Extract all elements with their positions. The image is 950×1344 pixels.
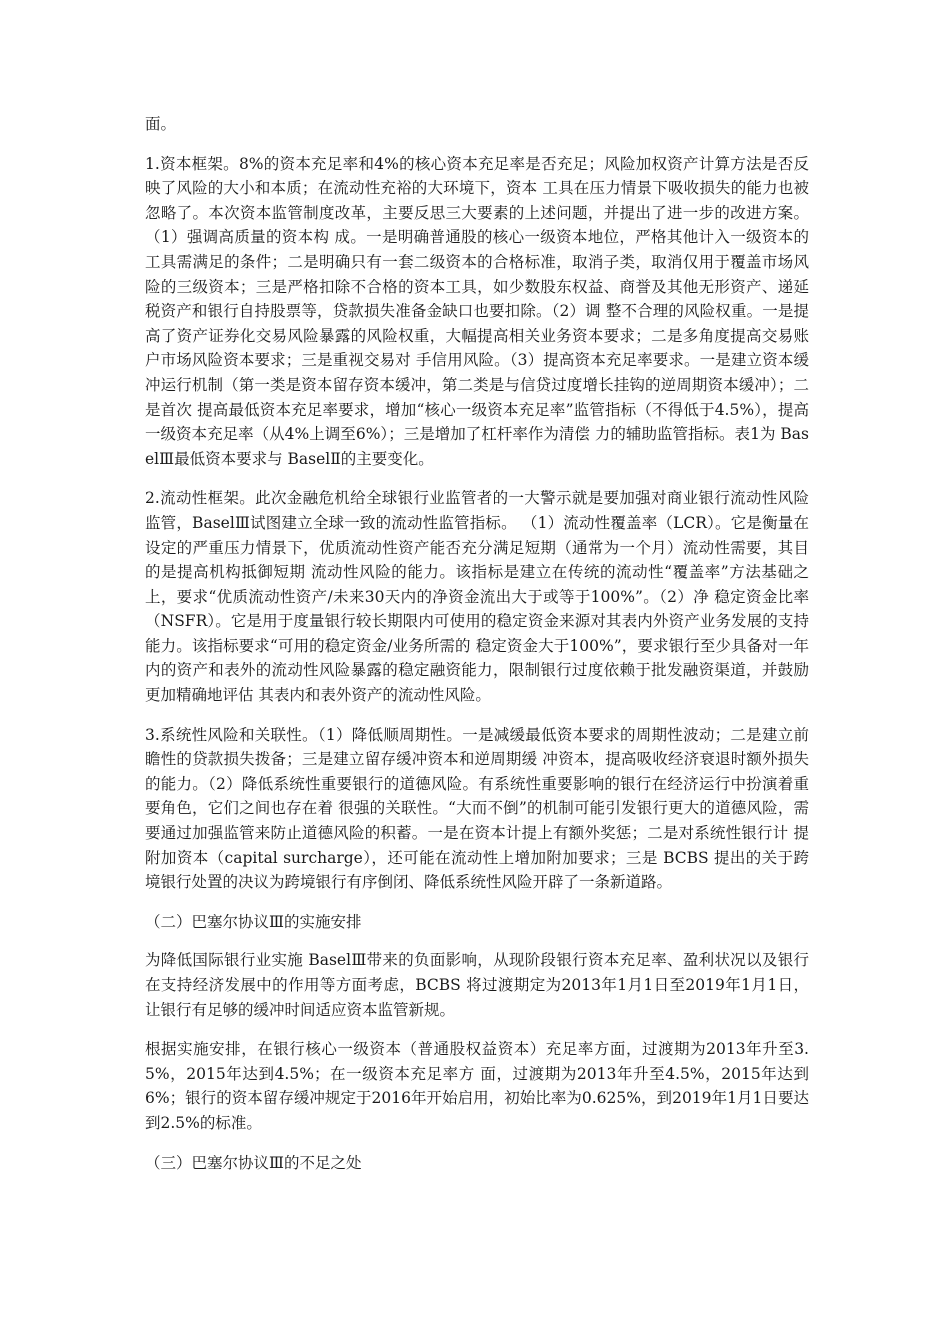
paragraph-transition-period: 为降低国际银行业实施 BaselⅢ带来的负面影响，从现阶段银行资本充足率、盈利状况以及银行在支持经济发展中的作用等方面考虑，BCBS 将过渡期定为2013年1月1日至2019年1月1日，让银行有足够的缓冲时间适应资本监管新规。 (145, 951, 809, 1019)
paragraph-continuation: 面。 (145, 115, 177, 133)
paragraph-implementation-schedule: 根据实施安排，在银行核心一级资本（普通股权益资本）充足率方面，过渡期为2013年升至3.5%，2015年达到4.5%；在一级资本充足率方 面，过渡期为2013年升至4.5%，2015年达到6%；银行的资本留存缓冲规定于2016年开始启用，初始比率为0.625%，到2019年1月1日要达到2.5%的标准。 (145, 1040, 809, 1132)
paragraph-liquidity-framework: 2.流动性框架。此次金融危机给全球银行业监管者的一大警示就是要加强对商业银行流动性风险监管，BaselⅢ试图建立全球一致的流动性监管指标。 （1）流动性覆盖率（LCR）。它是衡量在设定的严重压力情景下，优质流动性资产能否充分满足短期（通常为一个月）流动性需要，其目的是提高机构抵御短期 流动性风险的能力。该指标是建立在传统的流动性“覆盖率”方法基础之上，要求“优质流动性资产/未来30天内的净资金流出大于或等于100%”。（2）净 稳定资金比率（NSFR）。它是用于度量银行较长期限内可使用的稳定资金来源对其表内外资产业务发展的支持能力。该指标要求“可用的稳定资金/业务所需的 稳定资金大于100%”，要求银行至少具备对一年内的资产和表外的流动性风险暴露的稳定融资能力，限制银行过度依赖于批发融资渠道，并鼓励更加精确地评估 其表内和表外资产的流动性风险。 (145, 489, 809, 705)
section-heading-implementation: （二）巴塞尔协议Ⅲ的实施安排 (145, 912, 362, 931)
paragraph-systemic-risk: 3.系统性风险和关联性。（1）降低顺周期性。一是减缓最低资本要求的周期性波动；二是建立前瞻性的贷款损失拨备；三是建立留存缓冲资本和逆周期缓 冲资本，提高吸收经济衰退时额外损失的能力。（2）降低系统性重要银行的道德风险。有系统性重要影响的银行在经济运行中扮演着重要角色，它们之间也存在着 很强的关联性。“大而不倒”的机制可能引发银行更大的道德风险，需要通过加强监管来防止道德风险的积蓄。一是在资本计提上有额外奖惩；二是对系统性银行计 提附加资本（capital surcharge），还可能在流动性上增加附加要求；三是 BCBS 提出的关于跨境银行处置的决议为跨境银行有序倒闭、降低系统性风险开辟了一条新道路。 (145, 725, 809, 892)
document-body (145, 112, 809, 1189)
section-heading-shortcomings: （三）巴塞尔协议Ⅲ的不足之处 (145, 1153, 362, 1172)
paragraph-capital-framework: 1.资本框架。8%的资本充足率和4%的核心资本充足率是否充足；风险加权资产计算方法是否反映了风险的大小和本质；在流动性充裕的大环境下，资本 工具在压力情景下吸收损失的能力也被忽略了。本次资本监管制度改革，主要反思三大要素的上述问题，并提出了进一步的改进方案。（1）强调高质量的资本构 成。一是明确普通股的核心一级资本地位，严格其他计入一级资本的工具需满足的条件；二是明确只有一套二级资本的合格标准，取消子类，取消仅用于覆盖市场风 险的三级资本；三是严格扣除不合格的资本工具，如少数股东权益、商誉及其他无形资产、递延税资产和银行自持股票等，贷款损失准备金缺口也要扣除。（2）调 整不合理的风险权重。一是提高了资产证券化交易风险暴露的风险权重，大幅提高相关业务资本要求；二是多角度提高交易账户市场风险资本要求；三是重视交易对 手信用风险。（3）提高资本充足率要求。一是建立资本缓冲运行机制（第一类是资本留存资本缓冲，第二类是与信贷过度增长挂钩的逆周期资本缓冲）；二是首次 提高最低资本充足率要求，增加“核心一级资本充足率”监管指标（不得低于4.5%），提高一级资本充足率（从4%上调至6%）；三是增加了杠杆率作为清偿 力的辅助监管指标。表1为 BaselⅢ最低资本要求与 BaselⅡ的主要变化。 (145, 154, 809, 468)
